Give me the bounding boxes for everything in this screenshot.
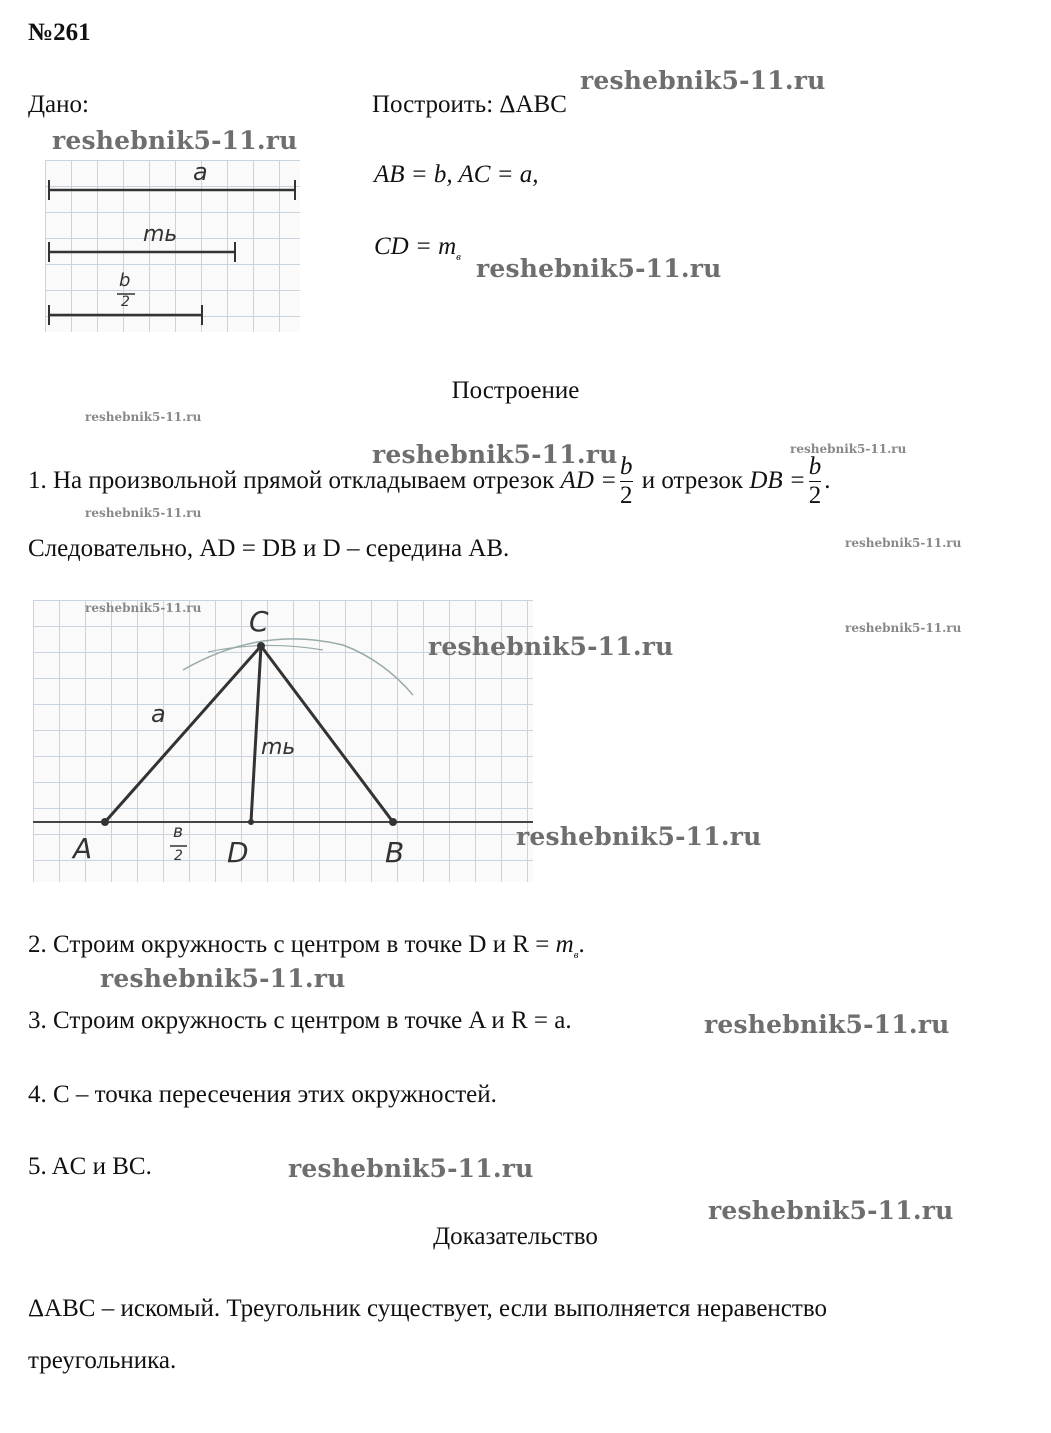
given-label-b-num: b	[119, 270, 131, 291]
watermark: reshebnik5-11.ru	[580, 66, 826, 95]
condition-cd-sub: в	[456, 251, 461, 263]
watermark: reshebnik5-11.ru	[52, 126, 298, 155]
step-4: 4. C – точка пересечения этих окружностей.	[28, 1081, 497, 1108]
step-2-end: .	[578, 931, 585, 958]
step-2-sub: в	[573, 949, 579, 961]
watermark: reshebnik5-11.ru	[372, 440, 618, 469]
watermark: reshebnik5-11.ru	[100, 964, 346, 993]
fraction-ad-den: 2	[620, 481, 633, 509]
side-bc	[261, 646, 393, 822]
watermark: reshebnik5-11.ru	[516, 822, 762, 851]
condition-ab-ac: AB = b, AC = a,	[374, 161, 539, 188]
step-5: 5. AC и BC.	[28, 1153, 152, 1180]
section-construction-title: Построение	[451, 377, 580, 404]
figure-label-c: C	[249, 605, 269, 638]
step-1-mid: и отрезок	[641, 467, 744, 494]
point-c	[257, 642, 265, 650]
figure-label-d: D	[227, 836, 249, 869]
step-1-ad: AD =	[560, 467, 617, 494]
given-label-m: mь	[143, 222, 178, 247]
side-ac	[105, 646, 261, 822]
given-label: Дано:	[28, 91, 89, 118]
step-1-prefix: 1. На произвольной прямой откладываем отрезок	[28, 467, 555, 494]
fraction-db-num: b	[808, 452, 822, 480]
construct-label: Построить: ΔABC	[372, 91, 567, 118]
watermark-small: reshebnik5-11.ru	[845, 536, 962, 550]
step-1-end: .	[824, 467, 831, 494]
watermark-small: reshebnik5-11.ru	[790, 442, 907, 456]
condition-cd-var: m	[438, 233, 457, 260]
given-label-b-den: 2	[121, 294, 130, 310]
figure-label-side-a: a	[151, 700, 166, 728]
consequence-text: Следовательно, AD = DB и D – середина AB.	[28, 535, 510, 562]
watermark: reshebnik5-11.ru	[288, 1154, 534, 1183]
figure-label-b-num: в	[173, 822, 184, 842]
step-2-var: m	[555, 931, 574, 958]
condition-cd	[374, 232, 461, 272]
fraction-ad	[620, 453, 633, 510]
watermark: reshebnik5-11.ru	[708, 1196, 954, 1225]
watermark: reshebnik5-11.ru	[428, 632, 674, 661]
step-3: 3. Строим окружность с центром в точке A и R = a.	[28, 1007, 572, 1034]
proof-line-2: треугольника.	[28, 1347, 177, 1374]
watermark-small: reshebnik5-11.ru	[85, 410, 202, 424]
figure-label-a: A	[73, 832, 93, 865]
figure-label-b: B	[385, 836, 405, 869]
given-segments-figure	[45, 160, 300, 332]
fraction-db-den: 2	[808, 481, 822, 509]
fraction-ad-num: b	[620, 452, 633, 480]
figure-label-b-den: 2	[174, 848, 183, 864]
figure-label-m: mь	[261, 735, 296, 760]
point-a	[101, 818, 109, 826]
section-proof-title: Доказательство	[433, 1223, 598, 1250]
watermark-small: reshebnik5-11.ru	[85, 506, 202, 520]
step-2-text: 2. Строим окружность с центром в точке D и R =	[28, 931, 550, 958]
proof-line-1: ΔABC – искомый. Треугольник существует, если выполняется неравенство	[28, 1295, 827, 1322]
median-cd	[251, 646, 261, 822]
point-d	[248, 819, 254, 825]
step-1-db: DB =	[749, 467, 806, 494]
point-b	[389, 818, 397, 826]
watermark: reshebnik5-11.ru	[476, 254, 722, 283]
problem-number: №261	[28, 19, 91, 46]
watermark-small: reshebnik5-11.ru	[85, 601, 202, 615]
given-label-a: a	[193, 158, 208, 186]
condition-cd-text: CD =	[374, 233, 432, 260]
watermark: reshebnik5-11.ru	[704, 1010, 950, 1039]
watermark-small: reshebnik5-11.ru	[845, 621, 962, 635]
fraction-db	[809, 453, 822, 510]
